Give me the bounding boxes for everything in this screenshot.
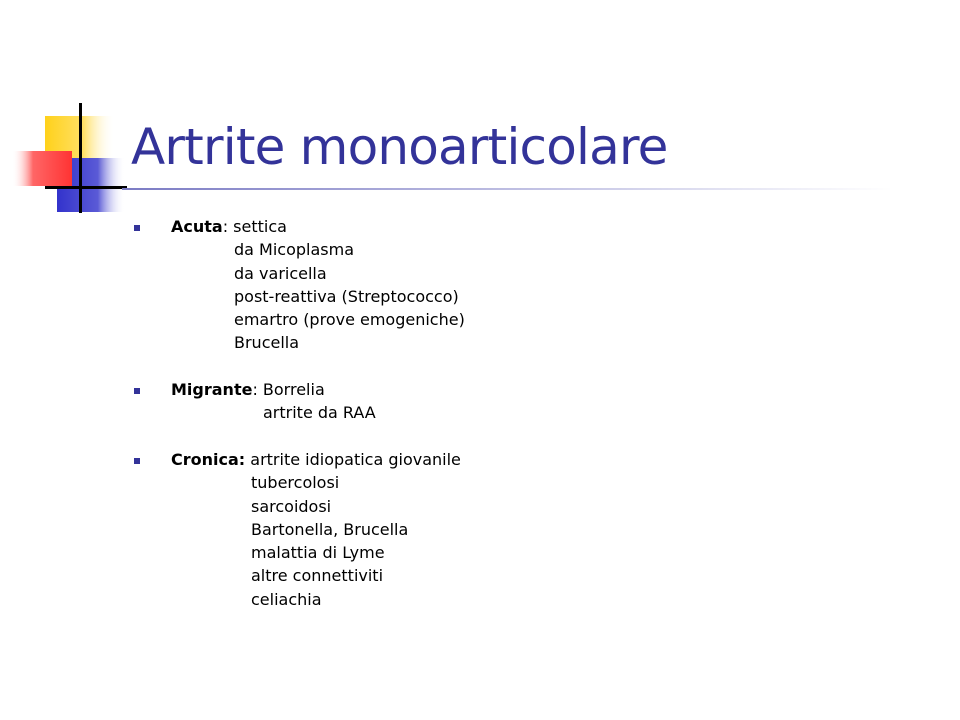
bullet-term: Cronica: [171,449,246,469]
bullet-marker [134,458,140,464]
decor-red-square [12,151,72,186]
bullet-text: artrite idiopatica giovanile [245,449,461,469]
slide-title: Artrite monoarticolare [131,118,668,176]
continuation-line: altre connettiviti [251,566,384,586]
continuation-line: artrite da RAA [263,403,376,423]
bullet-head-line [171,215,730,238]
continuation-line: Brucella [234,333,300,353]
bullet-marker [134,388,140,394]
decor-horizontal-line [45,186,127,189]
bullet-migrante [130,378,730,425]
continuation-line: da Micoplasma [234,240,355,260]
bullet-term: Acuta [171,217,223,236]
bullet-list [130,215,730,611]
bullet-acuta [130,215,730,355]
continuation-line: celiachia [251,589,322,609]
continuation-line: emartro (prove emogeniche) [234,310,465,330]
decor-vertical-line [79,103,82,213]
continuation-line: post-reattiva (Streptococco) [234,286,459,306]
continuation-line: da varicella [234,263,327,283]
title-underline [122,188,892,190]
continuation-line: sarcoidosi [251,496,332,516]
continuation-line: tubercolosi [251,473,340,493]
bullet-marker [134,225,140,231]
bullet-head-line [171,448,730,471]
bullet-term: Migrante [171,380,253,400]
bullet-text: : settica [222,217,287,236]
bullet-cronica [130,448,730,611]
bullet-text: : Borrelia [252,380,325,400]
bullet-head-line [171,378,730,401]
continuation-line: malattia di Lyme [251,543,385,563]
continuation-line: Bartonella, Brucella [251,519,409,539]
